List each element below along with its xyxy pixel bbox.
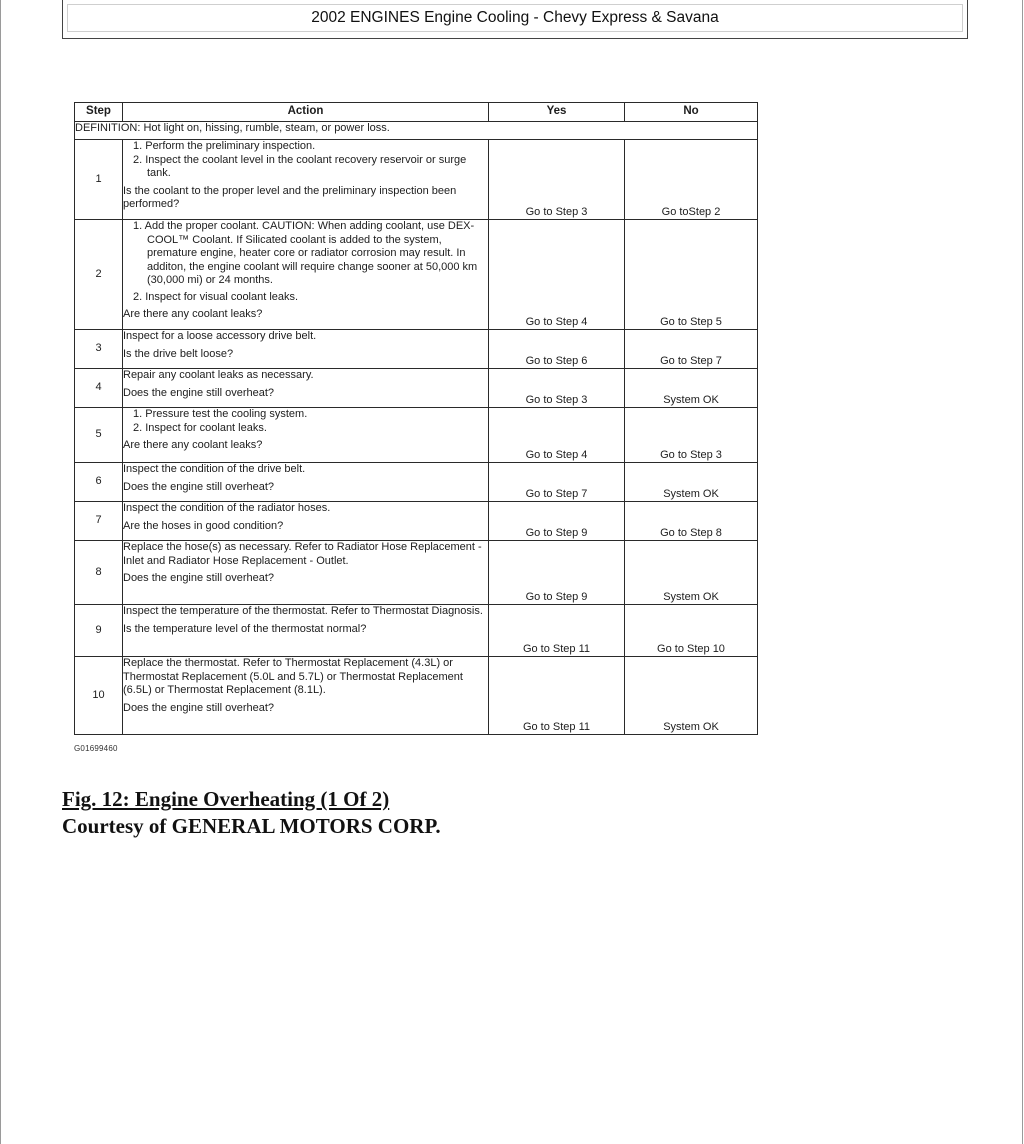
header-title: 2002 ENGINES Engine Cooling - Chevy Express & Savana <box>67 4 963 32</box>
table-row <box>75 220 758 330</box>
table-row <box>75 657 758 735</box>
table-row <box>75 369 758 408</box>
action-item: 1. Perform the preliminary inspection. <box>133 140 316 152</box>
action-cell <box>123 408 489 463</box>
action-cell <box>123 220 489 330</box>
action-question: Are there any coolant leaks? <box>123 439 263 451</box>
table-header-row <box>75 103 758 122</box>
column-header-no: No <box>625 103 758 122</box>
action-item: Replace the thermostat. Refer to Thermostat Replacement (4.3L) or Thermostat Replacement (5.0L and 5.7L) or Thermostat Replacement (6.5L) or Thermostat Replacement (8.1L). <box>123 657 463 696</box>
action-item: 1. Add the proper coolant. CAUTION: When adding coolant, use DEX-COOL™ Coolant. If Silicated coolant is added to the system, premature engine, heater core or radiator corrosion may result. In additon, the engine coolant will require change sooner at 50,000 km (30,000 mi) or 24 months. <box>133 220 478 286</box>
step-number: 5 <box>75 408 123 463</box>
definition-row <box>75 122 758 140</box>
action-question: Does the engine still overheat? <box>123 480 275 493</box>
yes-result: Go to Step 3 <box>489 140 625 220</box>
yes-result: Go to Step 11 <box>489 657 625 735</box>
action-question: Is the coolant to the proper level and the preliminary inspection been performed? <box>123 184 457 210</box>
step-number: 6 <box>75 463 123 502</box>
action-question: Does the engine still overheat? <box>123 701 275 714</box>
no-result: Go to Step 8 <box>625 502 758 541</box>
no-result: System OK <box>625 657 758 735</box>
action-question: Is the temperature level of the thermostat normal? <box>123 622 367 635</box>
no-result: Go to Step 10 <box>625 605 758 657</box>
yes-result: Go to Step 3 <box>489 369 625 408</box>
yes-result: Go to Step 11 <box>489 605 625 657</box>
action-cell <box>123 369 489 408</box>
column-header-action: Action <box>123 103 489 122</box>
table-row <box>75 330 758 369</box>
step-number: 10 <box>75 657 123 735</box>
yes-result: Go to Step 4 <box>489 408 625 463</box>
yes-result: Go to Step 9 <box>489 541 625 605</box>
figure-id: G01699460 <box>74 744 118 753</box>
action-item: Inspect the temperature of the thermostat. Refer to Thermostat Diagnosis. <box>123 605 483 617</box>
action-cell <box>123 605 489 657</box>
caption-credit: Courtesy of GENERAL MOTORS CORP. <box>62 814 441 838</box>
page-edge-right <box>1022 0 1023 1144</box>
action-item: 2. Inspect for visual coolant leaks. <box>133 290 299 303</box>
yes-result: Go to Step 4 <box>489 220 625 330</box>
action-question: Is the drive belt loose? <box>123 347 234 360</box>
yes-result: Go to Step 6 <box>489 330 625 369</box>
action-question: Does the engine still overheat? <box>123 386 275 399</box>
step-number: 1 <box>75 140 123 220</box>
column-header-step: Step <box>75 103 123 122</box>
action-item: Replace the hose(s) as necessary. Refer to Radiator Hose Replacement - Inlet and Radiator Hose Replacement - Outlet. <box>123 541 482 567</box>
action-cell <box>123 657 489 735</box>
table-row <box>75 408 758 463</box>
action-item: Inspect the condition of the drive belt. <box>123 463 306 475</box>
action-question: Are there any coolant leaks? <box>123 308 263 320</box>
yes-result: Go to Step 7 <box>489 463 625 502</box>
table-row <box>75 605 758 657</box>
no-result: Go to Step 7 <box>625 330 758 369</box>
no-result: System OK <box>625 463 758 502</box>
page-edge-left <box>0 0 1 1144</box>
action-item: Inspect for a loose accessory drive belt. <box>123 330 317 342</box>
no-result: Go toStep 2 <box>625 140 758 220</box>
no-result: Go to Step 5 <box>625 220 758 330</box>
action-cell <box>123 330 489 369</box>
action-cell <box>123 541 489 605</box>
step-number: 4 <box>75 369 123 408</box>
no-result: System OK <box>625 369 758 408</box>
no-result: System OK <box>625 541 758 605</box>
step-number: 2 <box>75 220 123 330</box>
action-cell <box>123 463 489 502</box>
action-item: 1. Pressure test the cooling system. <box>133 408 308 420</box>
action-item: Repair any coolant leaks as necessary. <box>123 369 314 381</box>
column-header-yes: Yes <box>489 103 625 122</box>
table-row <box>75 140 758 220</box>
diagnostic-table <box>74 102 758 735</box>
action-question: Does the engine still overheat? <box>123 572 275 584</box>
table-row <box>75 541 758 605</box>
table-row <box>75 463 758 502</box>
definition-text: DEFINITION: Hot light on, hissing, rumble, steam, or power loss. <box>75 122 758 140</box>
step-number: 9 <box>75 605 123 657</box>
caption-title: Fig. 12: Engine Overheating (1 Of 2) <box>62 787 390 811</box>
page-header <box>62 0 968 39</box>
figure-caption <box>62 786 441 840</box>
action-item: 2. Inspect for coolant leaks. <box>133 421 267 434</box>
yes-result: Go to Step 9 <box>489 502 625 541</box>
action-cell <box>123 502 489 541</box>
step-number: 8 <box>75 541 123 605</box>
step-number: 3 <box>75 330 123 369</box>
no-result: Go to Step 3 <box>625 408 758 463</box>
table-row <box>75 502 758 541</box>
action-item: Inspect the condition of the radiator hoses. <box>123 502 331 514</box>
action-item: 2. Inspect the coolant level in the coolant recovery reservoir or surge tank. <box>133 153 467 179</box>
action-cell <box>123 140 489 220</box>
action-question: Are the hoses in good condition? <box>123 519 284 532</box>
step-number: 7 <box>75 502 123 541</box>
